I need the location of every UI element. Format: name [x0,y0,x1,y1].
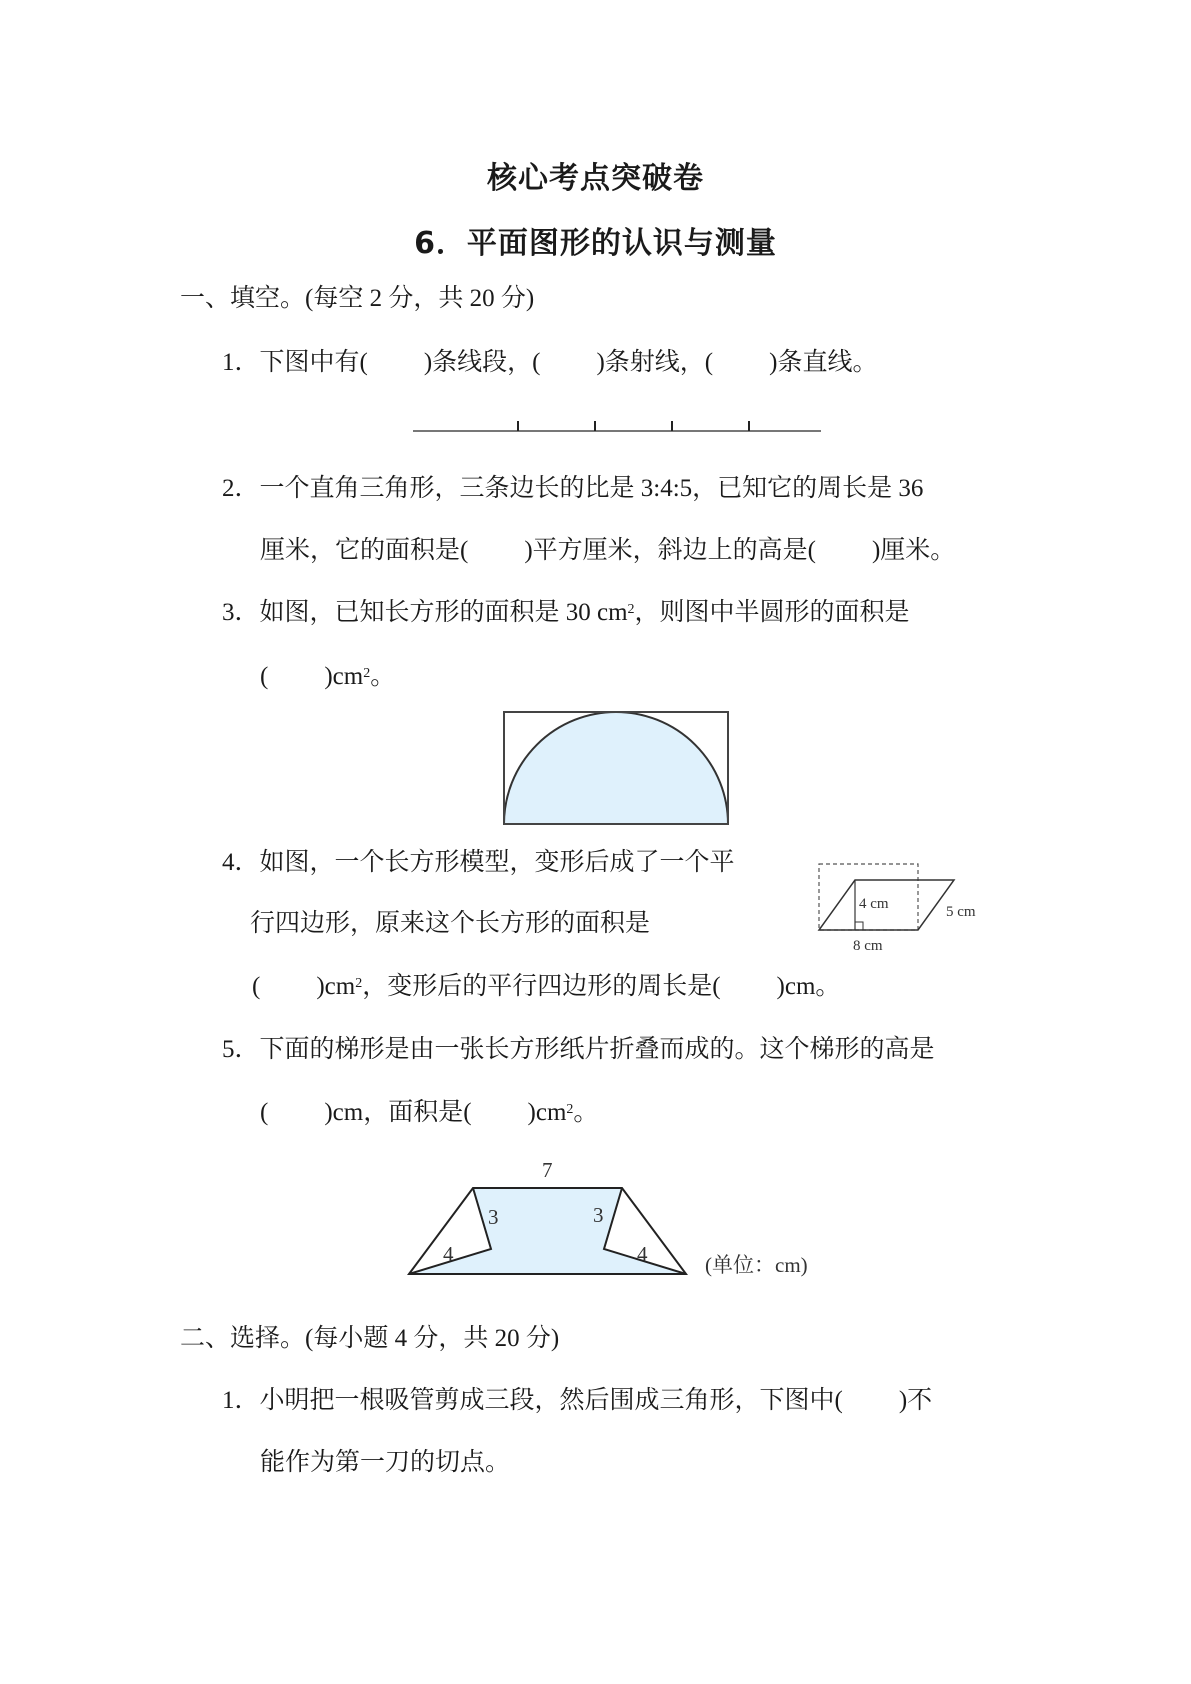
base-label: 8 cm [853,938,883,954]
question-1-3-line1 [222,598,910,628]
question-1-3-line2 [260,662,395,692]
s2q1-text-a: 1．小明把一根吸管剪成三段，然后围成三角形，下图中( [222,1387,843,1414]
folded-trapezoid-figure [400,1150,840,1290]
q5-text-b: )cm，面积是( [324,1099,472,1126]
unit-label: (单位：cm) [705,1253,808,1277]
q3-text-d: )cm [324,663,364,690]
q3-text-b: ，则图中半圆形的面积是 [634,599,910,626]
parallelogram-figure [810,850,1010,960]
q4-text-d: )cm。 [776,973,841,1000]
q1-text-b: )条线段，( [423,349,541,376]
q5-text-c: )cm [527,1099,567,1126]
side-label: 5 cm [946,904,976,920]
question-1-4-line3 [252,972,840,1002]
semicircle-rectangle-figure [495,705,735,830]
question-1-5-line1: 5．下面的梯形是由一张长方形纸片折叠而成的。这个梯形的高是 [222,1036,935,1063]
section1-heading: 一、填空。(每空 2 分，共 20 分) [180,285,535,312]
s2q1-text-b: )不 [898,1387,933,1414]
q1-text-a: 1．下图中有( [222,349,368,376]
question-1-4-line1: 4．如图，一个长方形模型，变形后成了一个平 [222,849,735,876]
left-fold-label: 3 [488,1205,499,1229]
q2-text-b: )平方厘米，斜边上的高是( [524,537,816,564]
q5-text-a: ( [260,1099,269,1126]
height-label: 4 cm [859,896,889,912]
right-fold-label: 3 [593,1203,604,1227]
page-subtitle: 6．平面图形的认识与测量 [414,226,777,261]
question-1-1 [222,348,877,378]
q3-text-e: 。 [370,663,396,690]
line-segment-figure [0,418,1191,438]
q4-text-a: ( [252,973,261,1000]
question-2-1-line2: 能作为第一刀的切点。 [260,1449,511,1476]
q5-text-d: 。 [573,1099,599,1126]
page-title: 核心考点突破卷 [487,161,704,196]
q2-text-a: 厘米，它的面积是( [260,537,469,564]
question-1-2-line2 [260,536,955,566]
question-1-5-line2 [260,1098,598,1128]
right-leg-label: 4 [637,1242,648,1266]
superscript: 2 [627,602,635,617]
section2-heading: 二、选择。(每小题 4 分，共 20 分) [180,1325,560,1352]
superscript: 2 [363,666,371,681]
left-leg-label: 4 [443,1242,454,1266]
question-1-2-line1: 2．一个直角三角形，三条边长的比是 3:4:5，已知它的周长是 36 [222,475,924,502]
question-2-1-line1 [222,1386,932,1416]
q4-text-b: )cm [316,973,356,1000]
question-1-4-line2: 行四边形，原来这个长方形的面积是 [250,910,651,937]
superscript: 2 [355,976,363,991]
q1-text-c: )条射线，( [596,349,714,376]
q1-text-d: )条直线。 [769,349,878,376]
top-label: 7 [542,1158,553,1182]
superscript: 2 [566,1102,574,1117]
q3-text-a: 3．如图，已知长方形的面积是 30 cm [222,599,628,626]
q4-text-c: ，变形后的平行四边形的周长是( [362,973,721,1000]
q2-text-c: )厘米。 [871,537,956,564]
q3-text-c: ( [260,663,269,690]
